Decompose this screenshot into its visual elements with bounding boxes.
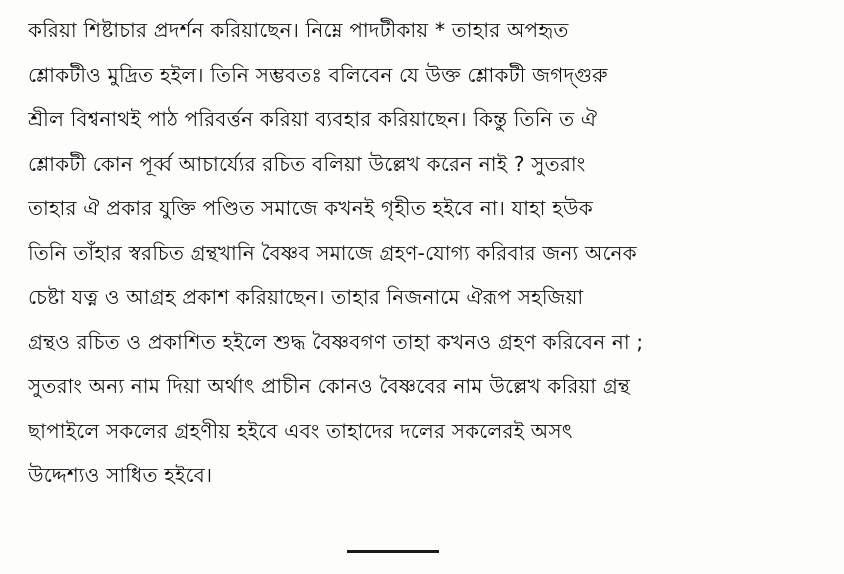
- text-line: তিনি তাঁহার স্বরচিত গ্রন্থখানি বৈষ্ণব সমাজে গ্রহণ-যোগ্য করিবার জন্য অনেক: [28, 240, 637, 265]
- text-line: ছাপাইলে সকলের গ্রহণীয় হইবে এবং তাহাদের দলের সকলেরই অসৎ: [28, 418, 573, 443]
- text-line: সুতরাং অন্য নাম দিয়া অর্থাৎ প্রাচীন কোনও বৈষ্ণবের নাম উল্লেখ করিয়া গ্রন্থ: [28, 374, 631, 398]
- bengali-paragraph: [28, 8, 828, 498]
- text-line: করিয়া শিষ্টাচার প্রদর্শন করিয়াছেন। নিম্নে পাদটীকায় * তাহার অপহৃত: [28, 18, 569, 42]
- text-line: তাহার ঐ প্রকার যুক্তি পণ্ডিত সমাজে কখনই গৃহীত হইবে না। যাহা হউক: [28, 196, 593, 220]
- text-line: শ্লোকটীও মুদ্রিত হইল। তিনি সম্ভবতঃ বলিবেন যে উক্ত শ্লোকটী জগদ্গুরু: [28, 62, 608, 87]
- text-line: গ্রন্থও রচিত ও প্রকাশিত হইলে শুদ্ধ বৈষ্ণবগণ তাহা কখনও গ্রহণ করিবেন না ;: [28, 329, 644, 354]
- text-line: উদ্দেশ্যও সাধিত হইবে।: [28, 463, 213, 487]
- section-divider: [347, 549, 439, 554]
- text-line: শ্লোকটী কোন পূর্ব্ব আচার্য্যের রচিত বলিয়া উল্লেখ করেন নাই ? সুতরাং: [28, 151, 586, 176]
- text-line: শ্রীল বিশ্বনাথই পাঠ পরিবর্ত্তন করিয়া ব্যবহার করিয়াছেন। কিন্তু তিনি ত ঐ: [28, 107, 598, 131]
- text-line: চেষ্টা যত্ন ও আগ্রহ প্রকাশ করিয়াছেন। তাহার নিজনামে ঐরূপ সহজিয়া: [28, 285, 584, 309]
